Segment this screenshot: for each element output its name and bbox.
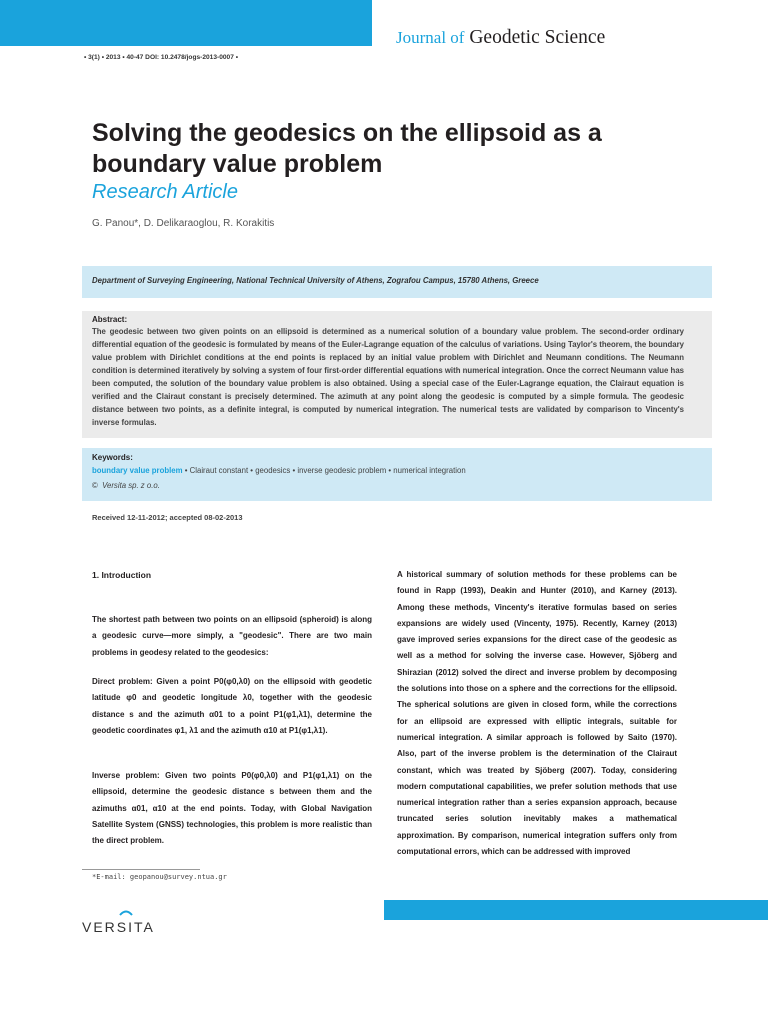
received-dates: Received 12-11-2012; accepted 08-02-2013 — [92, 513, 243, 522]
journal-name: Geodetic Science — [469, 27, 606, 48]
bottom-accent-bar — [384, 900, 768, 920]
versita-logo — [82, 906, 202, 939]
abstract-heading: Abstract: — [92, 315, 128, 324]
top-accent-bar — [0, 0, 372, 46]
svg-text:VERSITA: VERSITA — [82, 919, 155, 935]
publisher: Versita sp. z o.o. — [102, 481, 160, 490]
keywords-rest: • Clairaut constant • geodesics • inverse geodesic problem • numerical integration — [182, 466, 466, 475]
paper-title: Solving the geodesics on the ellipsoid as a boundary value problem — [92, 119, 602, 178]
left-paragraph-3: Inverse problem: Given two points P0(φ0,λ0) and P1(φ1,λ1) on the ellipsoid, determine the geodesic distance s between them and the azimuths α01, α10 at the end points. Today, with Global Navigation Satellite System (GNSS) technologies, this problem is more realistic than the direct problem. — [92, 771, 372, 846]
citation-line: • 3(1) • 2013 • 40-47 DOI: 10.2478/jogs-2013-0007 • — [84, 54, 239, 61]
keywords-heading: Keywords: — [92, 453, 133, 462]
copyright-symbol: © — [92, 481, 98, 490]
right-paragraph: A historical summary of solution methods for these problems can be found in Rapp (1993), Deakin and Hunter (2010), and Karney (2013). Among these methods, Vincenty's iterative formulas based on series expansions are widely used (Vincenty, 1975). Recently, Karney (2013) gave improved series expansions for the direct case of the geodesic as well as a method for solving the inverse case. However, Sjöberg and Shirazian (2012) solved the direct and inverse problem by decomposing the solutions into those on a sphere and the corrections for the ellipsoid. The spherical solutions are given in closed form, while the corrections for an ellipsoid are expressed with elliptic integrals, suitable for numerical integration. A similar approach is followed by Saito (1970). Also, part of the inverse problem is the determination of the Clairaut constant, which was treated by Sjöberg (2007). Today, considering modern computational capabilities, we prefer solution methods that use numerical integration rather than a series expansion approach, because truncated series solution inevitably makes a mathematical approximation. By comparison, numerical integration suffers only from computational errors, which can be addressed with improved — [397, 570, 677, 857]
authors: G. Panou*, D. Delikaraoglou, R. Korakitis — [92, 218, 275, 229]
affiliation: Department of Surveying Engineering, National Technical University of Athens, Zografou Campus, 15780 Athens, Greece — [92, 276, 539, 285]
footnote-rule — [82, 869, 200, 870]
abstract-text: The geodesic between two given points on an ellipsoid is determined as a numerical solution of a boundary value problem. The second-order ordinary differential equation of the geodesic is formulated by means of the Euler-Lagrange equation of the calculus of variations. Using Taylor's theorem, the boundary value problem with Dirichlet conditions at the end points is replaced by an initial value problem with Dirichlet and Neumann conditions. The Neumann condition is determined iteratively by solving a system of four first-order differential equations with numerical integration. Once the correct Neumann value has been computed, the solution of the boundary value problem is also obtained. Using a special case of the Euler-Lagrange equation, the Clairaut equation is verified and the Clairaut constant is precisely determined. The azimuth at any point along the geodesic is computed by a simple formula. The geodesic distance between two points, as a definite integral, is computed by numerical integration. The numerical tests are validated by comparison to Vincenty's inverse formulas. — [92, 327, 684, 427]
footnote: *E-mail: geopanou@survey.ntua.gr — [92, 873, 227, 881]
left-paragraph-1: The shortest path between two points on an ellipsoid (spheroid) is along a geodesic curve—more simply, a "geodesic". There are two main problems in geodesy related to the geodesics: — [92, 615, 372, 657]
section-heading: 1. Introduction — [92, 570, 152, 580]
versita-logo-mark — [82, 906, 202, 936]
keywords-line — [92, 466, 466, 475]
article-type: Research Article — [92, 181, 238, 203]
journal-of: Journal of — [396, 28, 465, 47]
keyword-primary: boundary value problem — [92, 466, 183, 475]
copyright-line — [92, 481, 160, 490]
left-paragraph-2: Direct problem: Given a point P0(φ0,λ0) on the ellipsoid with geodetic latitude φ0 and geodetic longitude λ0, together with the geodesic distance s and the azimuth α01 to a point P1(φ1,λ1), determine the geodetic coordinates φ1, λ1 and the azimuth α10 at P1(φ1,λ1). — [92, 677, 372, 735]
journal-title — [396, 27, 605, 49]
